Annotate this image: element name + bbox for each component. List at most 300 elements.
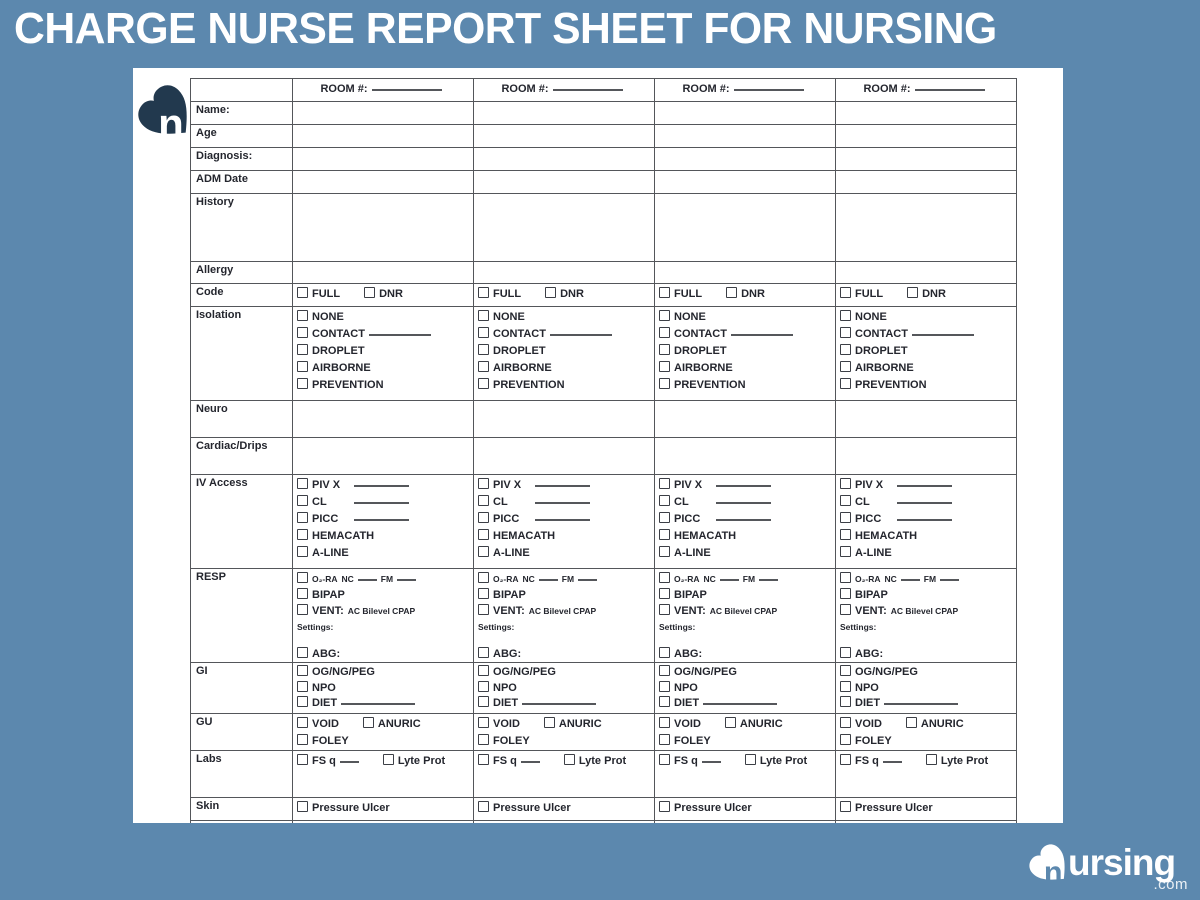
checkbox-vent[interactable] bbox=[297, 604, 308, 615]
checkbox-anuric[interactable] bbox=[725, 717, 736, 728]
checkbox-contact[interactable] bbox=[297, 327, 308, 338]
table-row-isolation bbox=[191, 307, 1017, 401]
checkbox-airborne[interactable] bbox=[840, 361, 851, 372]
fill-blank-line bbox=[539, 579, 558, 581]
name-cell-col2 bbox=[474, 102, 655, 125]
fill-blank-line bbox=[897, 519, 952, 521]
checkbox-droplet[interactable] bbox=[297, 344, 308, 355]
option-contact bbox=[840, 326, 908, 343]
option-label: FULL bbox=[855, 288, 884, 300]
option-label: AIRBORNE bbox=[312, 362, 371, 374]
option-hemacath bbox=[478, 528, 555, 545]
checkbox-foley[interactable] bbox=[840, 734, 851, 745]
cardiac-drips-cell-col2 bbox=[474, 438, 655, 475]
checkbox-picc[interactable] bbox=[840, 512, 851, 523]
option-label: HEMACATH bbox=[855, 530, 918, 542]
checkbox-cl[interactable] bbox=[297, 495, 308, 506]
checkbox-dnr[interactable] bbox=[907, 287, 918, 298]
fill-blank-line bbox=[358, 579, 377, 581]
checkbox-full[interactable] bbox=[478, 287, 489, 298]
fill-blank-line bbox=[354, 502, 409, 504]
cardiac-drips-cell-col3 bbox=[655, 438, 836, 475]
option-label: NPO bbox=[855, 681, 879, 694]
checkbox-fs-q[interactable] bbox=[297, 754, 308, 765]
option-bipap bbox=[840, 587, 888, 603]
cutoff-cell-col3 bbox=[655, 821, 836, 824]
fill-blank-line bbox=[716, 485, 771, 487]
option-label: CL bbox=[312, 496, 327, 508]
checkbox-og-ng-peg[interactable] bbox=[478, 665, 489, 676]
iv-access-cell-col3 bbox=[655, 475, 836, 569]
option-lyte-prot bbox=[745, 753, 807, 770]
checkbox-contact[interactable] bbox=[478, 327, 489, 338]
checkbox-bipap[interactable] bbox=[478, 588, 489, 599]
checkbox-piv-x[interactable] bbox=[478, 478, 489, 489]
checkbox-npo[interactable] bbox=[478, 681, 489, 692]
checkbox-cl[interactable] bbox=[840, 495, 851, 506]
option-label: NPO bbox=[312, 681, 336, 694]
resp-cell-col3 bbox=[655, 569, 836, 663]
option-picc bbox=[297, 511, 350, 528]
checkbox-npo[interactable] bbox=[297, 681, 308, 692]
option-abg bbox=[659, 646, 702, 662]
brand-wordmark: ursing bbox=[1068, 842, 1176, 883]
checkbox-pressure-ulcer[interactable] bbox=[297, 801, 308, 812]
option-bipap bbox=[478, 587, 526, 603]
checkbox-prevention[interactable] bbox=[297, 378, 308, 389]
option-label: DNR bbox=[741, 288, 765, 300]
checkbox-vent[interactable] bbox=[478, 604, 489, 615]
checkbox-droplet[interactable] bbox=[840, 344, 851, 355]
checkbox-diet[interactable] bbox=[297, 696, 308, 707]
checkbox-lyte-prot[interactable] bbox=[926, 754, 937, 765]
neuro-cell-col4 bbox=[836, 401, 1017, 438]
iv-access-cell-col2 bbox=[474, 475, 655, 569]
option-label: O₂-RA bbox=[493, 574, 519, 584]
option-hemacath bbox=[840, 528, 917, 545]
option-label: ABG: bbox=[493, 648, 522, 660]
checkbox-none[interactable] bbox=[297, 310, 308, 321]
checkbox-diet[interactable] bbox=[659, 696, 670, 707]
option-label: VOID bbox=[312, 718, 339, 730]
fill-blank-line bbox=[734, 89, 804, 91]
option-void bbox=[659, 716, 701, 733]
fill-blank-line bbox=[703, 703, 777, 705]
checkbox-o-ra[interactable] bbox=[659, 572, 670, 583]
checkbox-void[interactable] bbox=[659, 717, 670, 728]
cell-text: NC bbox=[703, 574, 716, 584]
option-label: CL bbox=[674, 496, 689, 508]
labs-cell-col2 bbox=[474, 751, 655, 798]
fill-blank-line bbox=[550, 334, 612, 336]
option-foley bbox=[840, 733, 892, 750]
checkbox-prevention[interactable] bbox=[478, 378, 489, 389]
gu-cell-col1 bbox=[293, 714, 474, 751]
row-label-neuro: Neuro bbox=[191, 401, 293, 438]
option-label: OG/NG/PEG bbox=[674, 666, 737, 678]
option-piv-x bbox=[659, 477, 712, 494]
option-none bbox=[478, 309, 525, 326]
table-row-labs bbox=[191, 751, 1017, 798]
option-hemacath bbox=[297, 528, 374, 545]
checkbox-airborne[interactable] bbox=[478, 361, 489, 372]
checkbox-hemacath[interactable] bbox=[478, 529, 489, 540]
checkbox-bipap[interactable] bbox=[297, 588, 308, 599]
option-o-ra bbox=[478, 571, 519, 587]
checkbox-abg[interactable] bbox=[478, 647, 489, 658]
fill-blank-line bbox=[720, 579, 739, 581]
checkbox-pressure-ulcer[interactable] bbox=[659, 801, 670, 812]
gu-cell-col3 bbox=[655, 714, 836, 751]
checkbox-fs-q[interactable] bbox=[840, 754, 851, 765]
checkbox-lyte-prot[interactable] bbox=[745, 754, 756, 765]
checkbox-dnr[interactable] bbox=[364, 287, 375, 298]
checkbox-o-ra[interactable] bbox=[297, 572, 308, 583]
checkbox-og-ng-peg[interactable] bbox=[297, 665, 308, 676]
option-label: VENT: bbox=[674, 605, 706, 617]
option-npo bbox=[297, 681, 336, 697]
checkbox-cl[interactable] bbox=[659, 495, 670, 506]
option-fs-q bbox=[840, 753, 879, 770]
option-label: NPO bbox=[493, 681, 517, 694]
checkbox-airborne[interactable] bbox=[659, 361, 670, 372]
report-table bbox=[190, 78, 1017, 823]
cell-text: AC Bilevel CPAP bbox=[709, 606, 778, 616]
option-label: VOID bbox=[493, 718, 520, 730]
checkbox-npo[interactable] bbox=[659, 681, 670, 692]
checkbox-vent[interactable] bbox=[840, 604, 851, 615]
checkbox-o-ra[interactable] bbox=[478, 572, 489, 583]
option-prevention bbox=[840, 377, 927, 394]
checkbox-dnr[interactable] bbox=[545, 287, 556, 298]
option-foley bbox=[659, 733, 711, 750]
option-label: FULL bbox=[674, 288, 703, 300]
checkbox-picc[interactable] bbox=[297, 512, 308, 523]
option-label: Lyte Prot bbox=[940, 755, 989, 767]
allergy-cell-col2 bbox=[474, 262, 655, 284]
adm-date-cell-col2 bbox=[474, 171, 655, 194]
option-label: ANURIC bbox=[558, 718, 602, 730]
checkbox-full[interactable] bbox=[297, 287, 308, 298]
row-label-adm-date: ADM Date bbox=[191, 171, 293, 194]
fill-blank-line bbox=[578, 579, 597, 581]
option-airborne bbox=[297, 360, 371, 377]
checkbox-og-ng-peg[interactable] bbox=[659, 665, 670, 676]
checkbox-droplet[interactable] bbox=[659, 344, 670, 355]
fill-blank-line bbox=[535, 519, 590, 521]
cell-text: ROOM #: bbox=[320, 83, 368, 95]
row-label-gi: GI bbox=[191, 663, 293, 714]
option-vent bbox=[478, 603, 525, 619]
fill-blank-line bbox=[912, 334, 974, 336]
option-label: PREVENTION bbox=[493, 379, 565, 391]
option-pressure-ulcer bbox=[297, 800, 390, 817]
checkbox-abg[interactable] bbox=[659, 647, 670, 658]
checkbox-none[interactable] bbox=[478, 310, 489, 321]
row-label-cutoff bbox=[191, 821, 293, 824]
option-label: FULL bbox=[493, 288, 522, 300]
cell-text: AC Bilevel CPAP bbox=[347, 606, 416, 616]
checkbox-diet[interactable] bbox=[840, 696, 851, 707]
cell-text: NC bbox=[522, 574, 535, 584]
fill-blank-line bbox=[553, 89, 623, 91]
row-label-name: Name: bbox=[191, 102, 293, 125]
checkbox-pressure-ulcer[interactable] bbox=[478, 801, 489, 812]
checkbox-hemacath[interactable] bbox=[659, 529, 670, 540]
fill-blank-line bbox=[397, 579, 416, 581]
fill-blank-line bbox=[354, 519, 409, 521]
option-full bbox=[659, 286, 702, 303]
option-pressure-ulcer bbox=[478, 800, 571, 817]
option-label: A-LINE bbox=[674, 547, 711, 559]
option-airborne bbox=[478, 360, 552, 377]
option-anuric bbox=[906, 716, 964, 733]
checkbox-void[interactable] bbox=[840, 717, 851, 728]
checkbox-o-ra[interactable] bbox=[840, 572, 851, 583]
option-label: Pressure Ulcer bbox=[493, 802, 571, 814]
row-label-age: Age bbox=[191, 125, 293, 148]
option-full bbox=[297, 286, 340, 303]
option-npo bbox=[659, 681, 698, 697]
option-void bbox=[297, 716, 339, 733]
option-picc bbox=[840, 511, 893, 528]
option-prevention bbox=[478, 377, 565, 394]
fill-blank-line bbox=[759, 579, 778, 581]
option-label: ABG: bbox=[312, 648, 341, 660]
option-label: Lyte Prot bbox=[578, 755, 627, 767]
row-label-skin: Skin bbox=[191, 798, 293, 821]
fill-blank-line bbox=[940, 579, 959, 581]
table-row-neuro bbox=[191, 401, 1017, 438]
option-label: DNR bbox=[560, 288, 584, 300]
checkbox-piv-x[interactable] bbox=[297, 478, 308, 489]
checkbox-prevention[interactable] bbox=[659, 378, 670, 389]
checkbox-prevention[interactable] bbox=[840, 378, 851, 389]
option-none bbox=[297, 309, 344, 326]
option-foley bbox=[478, 733, 530, 750]
option-og-ng-peg bbox=[840, 665, 918, 681]
option-dnr bbox=[907, 286, 946, 303]
option-og-ng-peg bbox=[478, 665, 556, 681]
fill-blank-line bbox=[372, 89, 442, 91]
option-label: DROPLET bbox=[674, 345, 727, 357]
checkbox-diet[interactable] bbox=[478, 696, 489, 707]
checkbox-vent[interactable] bbox=[659, 604, 670, 615]
checkbox-piv-x[interactable] bbox=[659, 478, 670, 489]
allergy-cell-col3 bbox=[655, 262, 836, 284]
option-label: FS q bbox=[674, 755, 698, 767]
room-header-cell-col4 bbox=[836, 79, 1017, 102]
checkbox-bipap[interactable] bbox=[659, 588, 670, 599]
table-row-allergy bbox=[191, 262, 1017, 284]
option-label: A-LINE bbox=[855, 547, 892, 559]
checkbox-a-line[interactable] bbox=[659, 546, 670, 557]
checkbox-foley[interactable] bbox=[297, 734, 308, 745]
option-label: FOLEY bbox=[674, 735, 711, 747]
checkbox-dnr[interactable] bbox=[726, 287, 737, 298]
checkbox-droplet[interactable] bbox=[478, 344, 489, 355]
fill-blank-line bbox=[522, 703, 596, 705]
resp-cell-col4 bbox=[836, 569, 1017, 663]
checkbox-void[interactable] bbox=[297, 717, 308, 728]
checkbox-foley[interactable] bbox=[659, 734, 670, 745]
option-label: NONE bbox=[493, 311, 525, 323]
page-title: CHARGE NURSE REPORT SHEET FOR NURSING bbox=[14, 4, 997, 53]
option-fs-q bbox=[478, 753, 517, 770]
nursing-com-logo[interactable] bbox=[1028, 840, 1192, 896]
option-a-line bbox=[478, 545, 531, 562]
fill-blank-line bbox=[884, 703, 958, 705]
option-abg bbox=[478, 646, 521, 662]
gu-cell-col4 bbox=[836, 714, 1017, 751]
option-void bbox=[478, 716, 520, 733]
checkbox-a-line[interactable] bbox=[478, 546, 489, 557]
option-contact bbox=[297, 326, 365, 343]
table-row-resp bbox=[191, 569, 1017, 663]
checkbox-full[interactable] bbox=[840, 287, 851, 298]
cell-text: AC Bilevel CPAP bbox=[528, 606, 597, 616]
checkbox-none[interactable] bbox=[840, 310, 851, 321]
option-label: O₂-RA bbox=[855, 574, 881, 584]
option-piv-x bbox=[840, 477, 893, 494]
checkbox-anuric[interactable] bbox=[544, 717, 555, 728]
checkbox-foley[interactable] bbox=[478, 734, 489, 745]
option-label: CL bbox=[493, 496, 508, 508]
option-label: OG/NG/PEG bbox=[855, 666, 918, 678]
table-row-cutoff bbox=[191, 821, 1017, 824]
checkbox-abg[interactable] bbox=[840, 647, 851, 658]
row-label-isolation: Isolation bbox=[191, 307, 293, 401]
gi-cell-col1 bbox=[293, 663, 474, 714]
cell-text: Settings: bbox=[478, 622, 515, 632]
checkbox-a-line[interactable] bbox=[297, 546, 308, 557]
table-row-diagnosis bbox=[191, 148, 1017, 171]
option-label: PIV X bbox=[855, 479, 884, 491]
checkbox-picc[interactable] bbox=[659, 512, 670, 523]
room-header-cell-col1 bbox=[293, 79, 474, 102]
option-label: DIET bbox=[855, 697, 881, 709]
option-prevention bbox=[297, 377, 384, 394]
checkbox-piv-x[interactable] bbox=[840, 478, 851, 489]
option-og-ng-peg bbox=[659, 665, 737, 681]
checkbox-bipap[interactable] bbox=[840, 588, 851, 599]
code-cell-col2 bbox=[474, 284, 655, 307]
option-bipap bbox=[297, 587, 345, 603]
neuro-cell-col1 bbox=[293, 401, 474, 438]
gi-cell-col2 bbox=[474, 663, 655, 714]
checkbox-airborne[interactable] bbox=[297, 361, 308, 372]
fill-blank-line bbox=[897, 485, 952, 487]
adm-date-cell-col1 bbox=[293, 171, 474, 194]
checkbox-lyte-prot[interactable] bbox=[564, 754, 575, 765]
option-label: CONTACT bbox=[674, 328, 727, 340]
option-o-ra bbox=[297, 571, 338, 587]
option-none bbox=[659, 309, 706, 326]
option-npo bbox=[478, 681, 517, 697]
option-full bbox=[478, 286, 521, 303]
option-label: FS q bbox=[493, 755, 517, 767]
option-o-ra bbox=[659, 571, 700, 587]
option-label: PREVENTION bbox=[674, 379, 746, 391]
table-row-skin bbox=[191, 798, 1017, 821]
option-full bbox=[840, 286, 883, 303]
cell-text: FM bbox=[380, 574, 394, 584]
checkbox-fs-q[interactable] bbox=[478, 754, 489, 765]
cell-text: NC bbox=[884, 574, 897, 584]
cardiac-drips-cell-col1 bbox=[293, 438, 474, 475]
option-label: ANURIC bbox=[739, 718, 783, 730]
fill-blank-line bbox=[883, 761, 902, 763]
table-row-name bbox=[191, 102, 1017, 125]
option-label: O₂-RA bbox=[674, 574, 700, 584]
cell-text: Settings: bbox=[659, 622, 696, 632]
option-label: OG/NG/PEG bbox=[312, 666, 375, 678]
option-dnr bbox=[364, 286, 403, 303]
checkbox-void[interactable] bbox=[478, 717, 489, 728]
option-label: HEMACATH bbox=[493, 530, 556, 542]
gi-cell-col4 bbox=[836, 663, 1017, 714]
checkbox-contact[interactable] bbox=[659, 327, 670, 338]
option-label: PIV X bbox=[312, 479, 341, 491]
checkbox-hemacath[interactable] bbox=[840, 529, 851, 540]
checkbox-og-ng-peg[interactable] bbox=[840, 665, 851, 676]
name-cell-col4 bbox=[836, 102, 1017, 125]
option-label: DROPLET bbox=[855, 345, 908, 357]
checkbox-anuric[interactable] bbox=[906, 717, 917, 728]
cell-text: AC Bilevel CPAP bbox=[890, 606, 959, 616]
checkbox-picc[interactable] bbox=[478, 512, 489, 523]
checkbox-npo[interactable] bbox=[840, 681, 851, 692]
fill-blank-line bbox=[897, 502, 952, 504]
checkbox-contact[interactable] bbox=[840, 327, 851, 338]
checkbox-a-line[interactable] bbox=[840, 546, 851, 557]
checkbox-anuric[interactable] bbox=[363, 717, 374, 728]
option-vent bbox=[659, 603, 706, 619]
option-foley bbox=[297, 733, 349, 750]
cardiac-drips-cell-col4 bbox=[836, 438, 1017, 475]
option-label: FS q bbox=[312, 755, 336, 767]
option-label: ANURIC bbox=[377, 718, 421, 730]
checkbox-abg[interactable] bbox=[297, 647, 308, 658]
option-label: VENT: bbox=[312, 605, 344, 617]
checkbox-hemacath[interactable] bbox=[297, 529, 308, 540]
option-anuric bbox=[363, 716, 421, 733]
checkbox-lyte-prot[interactable] bbox=[383, 754, 394, 765]
option-label: BIPAP bbox=[674, 589, 707, 601]
table-row-code bbox=[191, 284, 1017, 307]
checkbox-cl[interactable] bbox=[478, 495, 489, 506]
iv-access-cell-col4 bbox=[836, 475, 1017, 569]
cell-text: Settings: bbox=[297, 622, 334, 632]
isolation-cell-col1 bbox=[293, 307, 474, 401]
fill-blank-line bbox=[369, 334, 431, 336]
neuro-cell-col3 bbox=[655, 401, 836, 438]
option-label: NONE bbox=[674, 311, 706, 323]
checkbox-fs-q[interactable] bbox=[659, 754, 670, 765]
option-picc bbox=[659, 511, 712, 528]
option-label: FOLEY bbox=[493, 735, 530, 747]
history-cell-col3 bbox=[655, 194, 836, 262]
checkbox-full[interactable] bbox=[659, 287, 670, 298]
checkbox-none[interactable] bbox=[659, 310, 670, 321]
option-label: CONTACT bbox=[312, 328, 365, 340]
option-pressure-ulcer bbox=[659, 800, 752, 817]
option-label: VENT: bbox=[855, 605, 887, 617]
diagnosis-cell-col2 bbox=[474, 148, 655, 171]
option-cl bbox=[297, 494, 350, 511]
checkbox-pressure-ulcer[interactable] bbox=[840, 801, 851, 812]
option-diet bbox=[840, 696, 880, 712]
